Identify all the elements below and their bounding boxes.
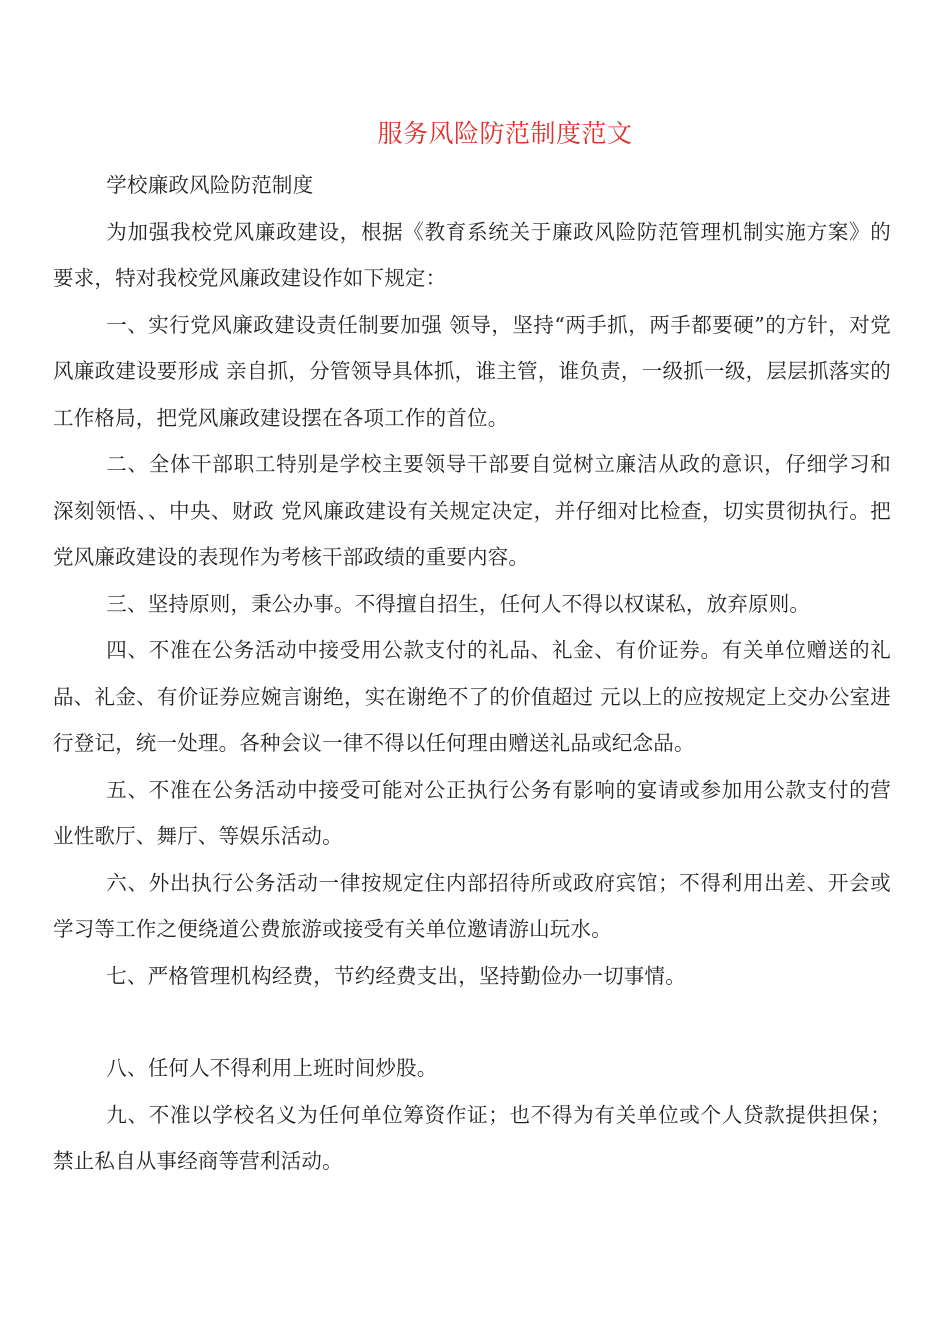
document-body xyxy=(53,162,891,1185)
paragraph-item-4: 四、不准在公务活动中接受用公款支付的礼品、礼金、有价证券。有关单位赠送的礼品、礼金、有价证券应婉言谢绝，实在谢绝不了的价值超过 元以上的应按规定上交办公室进行登记，统一处理。各种会议一律不得以任何理由赠送礼品或纪念品。 xyxy=(53,638,891,755)
paragraph-item-1: 一、实行党风廉政建设责任制要加强 领导，坚持“两手抓，两手都要硬”的方针，对党风廉政建设要形成 亲自抓，分管领导具体抓，谁主管，谁负责，一级抓一级，层层抓落实的工作格局，把党风廉政建设摆在各项工作的首位。 xyxy=(53,312,891,430)
paragraph-item-5: 五、不准在公务活动中接受可能对公正执行公务有影响的宴请或参加用公款支付的营业性歌厅、舞厅、等娱乐活动。 xyxy=(53,777,891,848)
paragraph-item-3: 三、坚持原则，秉公办事。不得擅自招生，任何人不得以权谋私，放弃原则。 xyxy=(106,591,811,616)
paragraph-item-8: 八、任何人不得利用上班时间炒股。 xyxy=(106,1056,438,1080)
paragraph-item-2: 二、全体干部职工特别是学校主要领导干部要自觉树立廉洁从政的意识，仔细学习和深刻领悟、、中央、财政 党风廉政建设有关规定决定，并仔细对比检查，切实贯彻执行。把党风廉政建设的表现作为考核干部政绩的重要内容。 xyxy=(53,452,891,569)
paragraph-item-9: 九、不准以学校名义为任何单位筹资作证；也不得为有关单位或个人贷款提供担保；禁止私自从事经商等营利活动。 xyxy=(53,1102,891,1173)
document-title: 服务风险防范制度范文 xyxy=(377,119,633,148)
paragraph-intro: 为加强我校党风廉政建设，根据《教育系统关于廉政风险防范管理机制实施方案》的要求，特对我校党风廉政建设作如下规定： xyxy=(53,219,891,290)
paragraph-item-7: 七、严格管理机构经费，节约经费支出，坚持勤俭办一切事情。 xyxy=(106,963,686,988)
document-subtitle: 学校廉政风险防范制度 xyxy=(106,173,314,197)
paragraph-item-6: 六、外出执行公务活动一律按规定住内部招待所或政府宾馆；不得利用出差、开会或学习等工作之便绕道公费旅游或接受有关单位邀请游山玩水。 xyxy=(53,870,891,941)
